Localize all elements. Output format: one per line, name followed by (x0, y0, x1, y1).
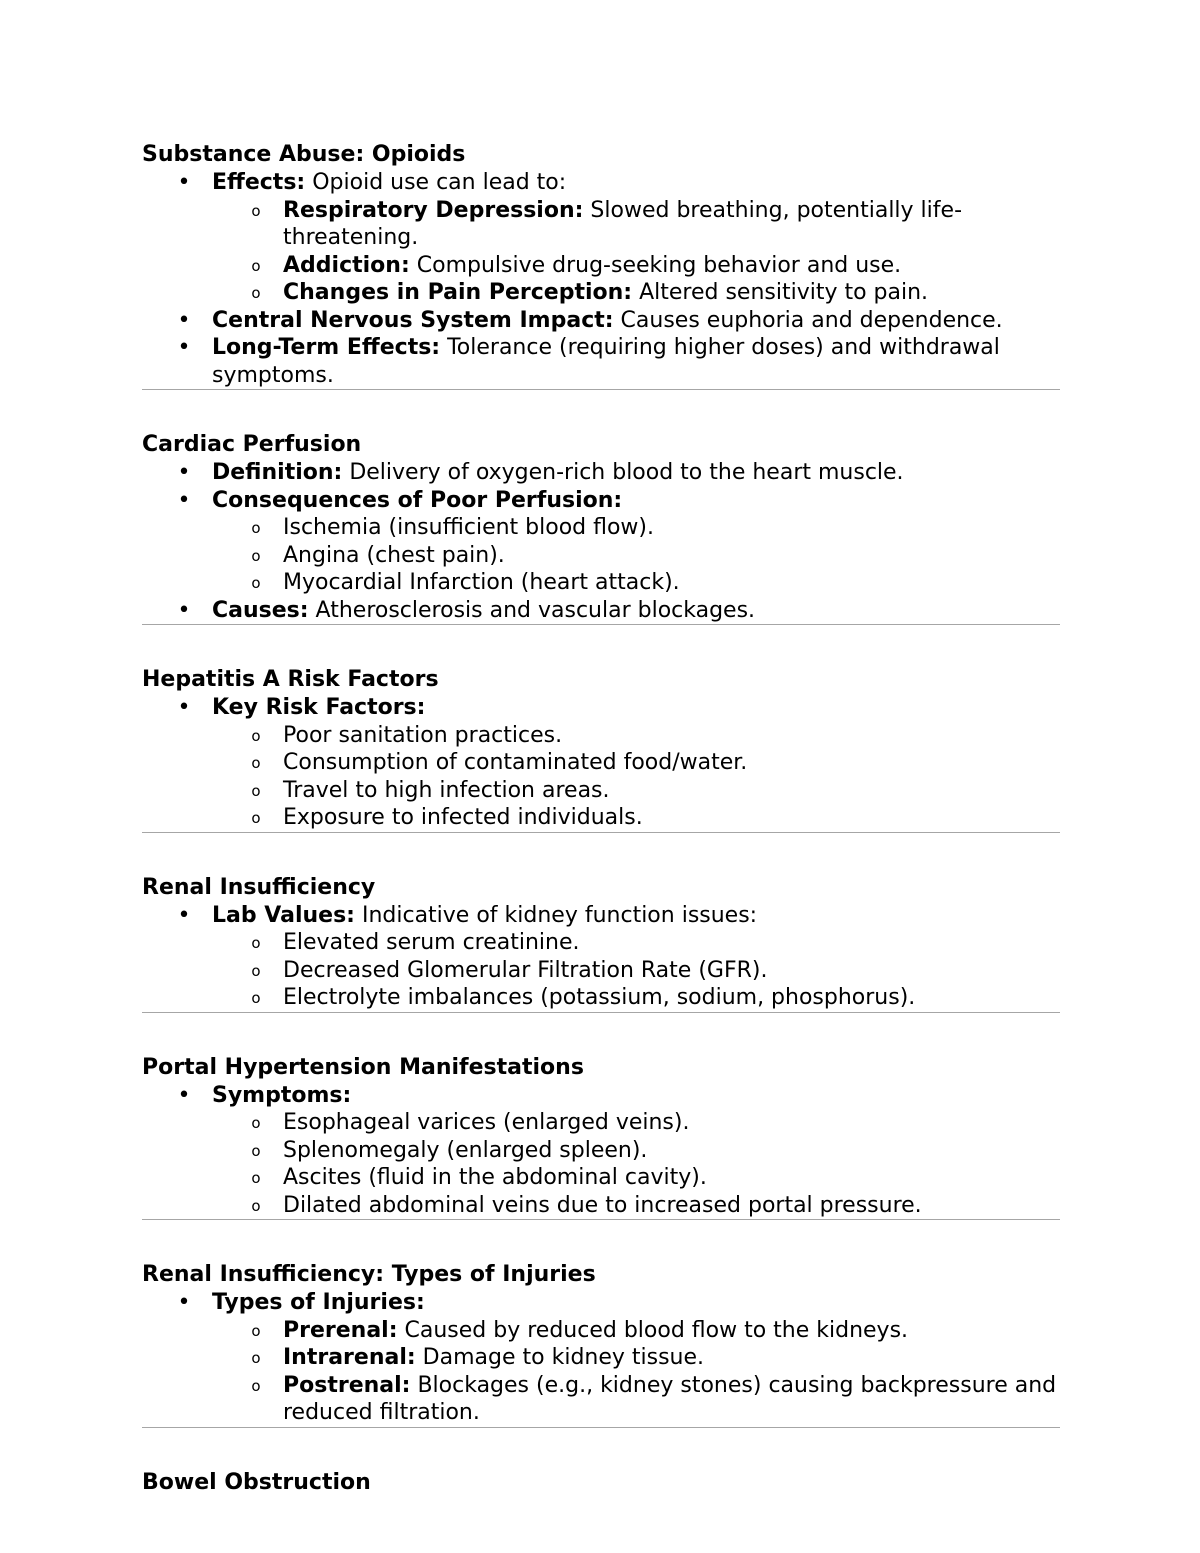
item-text: Exposure to infected individuals. (283, 805, 643, 830)
sub-list-item (142, 252, 1060, 280)
circle-bullet-icon: o (251, 781, 261, 800)
bullet-icon: • (177, 597, 191, 623)
section-cardiac-perfusion (142, 431, 1060, 625)
sub-list-item (142, 777, 1060, 805)
circle-bullet-icon: o (251, 574, 261, 592)
sub-list-item (142, 804, 1060, 832)
sub-list-item (142, 1317, 1060, 1345)
circle-bullet-icon: o (251, 1114, 261, 1132)
list-item (142, 169, 1060, 197)
item-text: Consumption of contaminated food/water. (283, 750, 748, 775)
circle-bullet-icon: o (251, 754, 261, 772)
document-page (142, 141, 1060, 1497)
item-text: Elevated serum creatinine. (283, 930, 580, 955)
list-item (142, 307, 1060, 335)
bullet-icon: • (177, 335, 191, 360)
section-title: Hepatitis A Risk Factors (142, 667, 439, 692)
list-item (142, 1082, 1060, 1110)
list-item (142, 902, 1060, 930)
item-label: Central Nervous System Impact: (212, 307, 614, 333)
bullet-list (142, 169, 1060, 389)
item-text: Dilated abdominal veins due to increased portal pressure. (283, 1192, 922, 1218)
item-text: Poor sanitation practices. (283, 722, 563, 748)
item-text: Myocardial Infarction (heart attack). (283, 570, 680, 595)
sub-list-item (142, 1372, 1060, 1427)
section-portal-hypertension (142, 1054, 1060, 1221)
sub-list-item (142, 1192, 1060, 1220)
item-text: Tolerance (requiring higher doses) and withdrawal symptoms. (212, 335, 1000, 388)
item-label: Intrarenal: (283, 1345, 416, 1370)
item-text: Atherosclerosis and vascular blockages. (308, 597, 756, 623)
item-text: Travel to high infection areas. (283, 777, 610, 803)
item-text: Opioid use can lead to: (305, 170, 567, 195)
sub-list-item (142, 749, 1060, 777)
sub-list-item (142, 279, 1060, 307)
item-text: Angina (chest pain). (283, 542, 505, 568)
list-item (142, 459, 1060, 487)
item-text: Altered sensitivity to pain. (632, 280, 929, 305)
sub-list-item (142, 929, 1060, 957)
section-renal-insufficiency (142, 874, 1060, 1013)
item-label: Definition: (212, 460, 343, 485)
sub-list-item (142, 1109, 1060, 1137)
item-text: Splenomegaly (enlarged spleen). (283, 1137, 648, 1163)
item-text: Ischemia (insufficient blood flow). (283, 515, 655, 540)
bullet-icon: • (177, 170, 191, 195)
section-title: Renal Insufficiency: Types of Injuries (142, 1262, 596, 1287)
bullet-icon: • (177, 695, 191, 720)
item-label: Respiratory Depression: (283, 197, 584, 223)
section-bowel-obstruction (142, 1469, 1060, 1497)
section-title: Renal Insufficiency (142, 874, 376, 900)
circle-bullet-icon: o (251, 284, 261, 302)
sub-list-item (142, 984, 1060, 1012)
section-renal-injury-types (142, 1261, 1060, 1428)
item-label: Types of Injuries: (212, 1290, 425, 1315)
item-text: Esophageal varices (enlarged veins). (283, 1110, 690, 1135)
circle-bullet-icon: o (251, 1169, 261, 1187)
item-label: Long-Term Effects: (212, 335, 441, 360)
sub-list-item (142, 569, 1060, 597)
circle-bullet-icon: o (251, 201, 261, 220)
section-title: Portal Hypertension Manifestations (142, 1054, 584, 1080)
item-text: Ascites (fluid in the abdominal cavity). (283, 1165, 707, 1190)
section-title: Cardiac Perfusion (142, 432, 362, 457)
circle-bullet-icon: o (251, 809, 261, 827)
item-text: Delivery of oxygen-rich blood to the heart muscle. (342, 460, 904, 485)
item-text: Blockages (e.g., kidney stones) causing backpressure and reduced filtration. (283, 1372, 1057, 1425)
circle-bullet-icon: o (251, 1196, 261, 1215)
list-item (142, 334, 1060, 389)
circle-bullet-icon: o (251, 546, 261, 565)
bullet-icon: • (177, 1290, 191, 1315)
item-text: Slowed breathing, potentially life-threatening. (283, 197, 963, 250)
sub-list-item (142, 197, 1060, 252)
bullet-icon: • (177, 1082, 191, 1108)
list-item (142, 487, 1060, 515)
item-text: Compulsive drug-seeking behavior and use. (409, 252, 902, 278)
list-item (142, 1289, 1060, 1317)
item-text: Damage to kidney tissue. (415, 1345, 705, 1370)
item-label: Prerenal: (283, 1317, 398, 1343)
circle-bullet-icon: o (251, 989, 261, 1007)
circle-bullet-icon: o (251, 1321, 261, 1340)
item-label: Symptoms: (212, 1082, 352, 1108)
sub-list-item (142, 1137, 1060, 1165)
bullet-list (142, 1082, 1060, 1220)
item-text: Causes euphoria and dependence. (613, 307, 1003, 333)
item-label: Consequences of Poor Perfusion: (212, 487, 623, 513)
item-text: Caused by reduced blood flow to the kidneys. (397, 1317, 909, 1343)
section-hepatitis-a-risk-factors (142, 666, 1060, 833)
circle-bullet-icon: o (251, 256, 261, 275)
item-text: Electrolyte imbalances (potassium, sodium, phosphorus). (283, 985, 916, 1010)
item-text: Decreased Glomerular Filtration Rate (GFR). (283, 957, 768, 983)
section-title: Substance Abuse: Opioids (142, 142, 466, 167)
circle-bullet-icon: o (251, 934, 261, 952)
bullet-icon: • (177, 487, 191, 513)
item-label: Postrenal: (283, 1372, 411, 1398)
circle-bullet-icon: o (251, 961, 261, 980)
item-label: Effects: (212, 170, 306, 195)
bullet-list (142, 1289, 1060, 1427)
item-label: Addiction: (283, 252, 410, 278)
section-title: Bowel Obstruction (142, 1469, 371, 1495)
list-item (142, 597, 1060, 625)
sub-list-item (142, 1344, 1060, 1372)
bullet-icon: • (177, 460, 191, 485)
bullet-icon: • (177, 902, 191, 928)
item-text: Indicative of kidney function issues: (354, 902, 758, 928)
circle-bullet-icon: o (251, 1141, 261, 1160)
section-substance-abuse-opioids (142, 141, 1060, 390)
sub-list-item (142, 1164, 1060, 1192)
bullet-list (142, 902, 1060, 1012)
circle-bullet-icon: o (251, 1349, 261, 1367)
list-item (142, 694, 1060, 722)
bullet-list (142, 694, 1060, 832)
bullet-icon: • (177, 307, 191, 333)
item-label: Causes: (212, 597, 309, 623)
item-label: Key Risk Factors: (212, 695, 426, 720)
sub-list-item (142, 722, 1060, 750)
sub-list-item (142, 514, 1060, 542)
circle-bullet-icon: o (251, 1376, 261, 1395)
sub-list-item (142, 542, 1060, 570)
circle-bullet-icon: o (251, 519, 261, 537)
bullet-list (142, 459, 1060, 624)
sub-list-item (142, 957, 1060, 985)
item-label: Lab Values: (212, 902, 355, 928)
item-label: Changes in Pain Perception: (283, 280, 633, 305)
circle-bullet-icon: o (251, 726, 261, 745)
